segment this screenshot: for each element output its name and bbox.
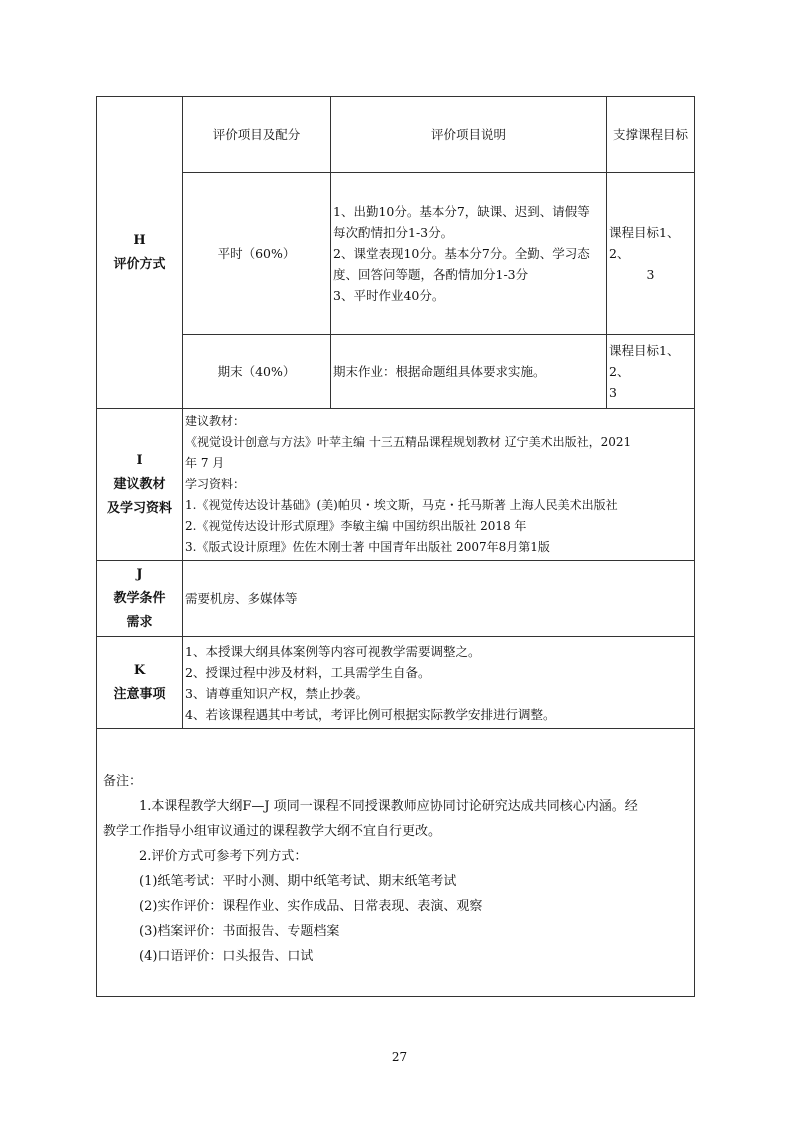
materials-line: 学习资料： [185, 477, 246, 491]
notes-label: 备注： [103, 774, 143, 789]
notes-item-1: 1.本课程教学大纲F—J 项同一课程不同授课教师应协同讨论研究达成共同核心内涵。经 [139, 799, 638, 814]
description-line: 3、平时作业40分。 [333, 288, 445, 303]
section-j-code: J [136, 566, 143, 582]
description-line: 度、回答问等题，各酌情加分1-3分 [333, 267, 529, 282]
notice-line: 1、本授课大纲具体案例等内容可视教学需要调整之。 [185, 643, 481, 659]
notes-item-1-cont: 教学工作指导小组审议通过的课程教学大纲不宜自行更改。 [103, 824, 442, 839]
description-line: 2、课堂表现10分。基本分7分。全勤、学习态 [333, 246, 590, 261]
notes-method: (2)实作评价：课程作业、实作成品、日常表现、表演、观察 [139, 899, 483, 914]
notes-method: (3)档案评价：书面报告、专题档案 [139, 924, 340, 939]
goals-regular [607, 173, 695, 335]
section-k-label [97, 637, 183, 729]
section-k-title: 注意事项 [113, 686, 166, 702]
syllabus-table [96, 96, 695, 997]
materials-line: 年 7 月 [185, 456, 225, 470]
section-i-code: I [136, 452, 143, 468]
goals-line: 课程目标1、2、 [609, 343, 680, 379]
description-line: 期末作业：根据命题组具体要求实施。 [333, 364, 546, 379]
item-final: 期末（40%） [183, 335, 331, 409]
section-i-title: 及学习资料 [106, 500, 172, 516]
materials-line: 《视觉设计创意与方法》叶苹主编 十三五精品课程规划教材 辽宁美术出版社，2021 [185, 435, 632, 449]
goals-line: 3 [646, 267, 655, 282]
section-h-code: H [133, 232, 146, 248]
section-h-title: 评价方式 [113, 256, 166, 272]
section-j-content: 需要机房、多媒体等 [183, 561, 695, 637]
notes-method: (1)纸笔考试：平时小测、期中纸笔考试、期末纸笔考试 [139, 874, 457, 889]
section-j-label [97, 561, 183, 637]
materials-line: 1.《视觉传达设计基础》(美)帕贝・埃文斯，马克・托马斯著 上海人民美术出版社 [185, 498, 618, 512]
section-i-label [97, 409, 183, 561]
materials-line: 建议教材： [185, 414, 246, 428]
item-regular: 平时（60%） [183, 173, 331, 335]
notes-method: (4)口语评价：口头报告、口试 [139, 949, 314, 964]
notice-line: 4、若该课程遇其中考试，考评比例可根据实际教学安排进行调整。 [185, 706, 556, 722]
notice-line: 3、请尊重知识产权，禁止抄袭。 [185, 685, 368, 701]
section-j-title: 需求 [126, 614, 153, 630]
section-h-label [97, 97, 183, 409]
page-number: 27 [391, 1050, 408, 1064]
goals-line: 3 [609, 385, 617, 400]
section-j-title: 教学条件 [113, 590, 166, 606]
section-i-content [183, 409, 695, 561]
description-final [331, 335, 607, 409]
notes-section [97, 729, 695, 997]
notice-line: 2、授课过程中涉及材料，工具需学生自备。 [185, 664, 431, 680]
header-assessment-item: 评价项目及配分 [183, 97, 331, 173]
syllabus-table-container [96, 96, 694, 997]
header-assessment-description: 评价项目说明 [331, 97, 607, 173]
materials-line: 2.《视觉传达设计形式原理》李敏主编 中国纺织出版社 2018 年 [185, 519, 527, 533]
section-k-content [183, 637, 695, 729]
notes-item-2: 2.评价方式可参考下列方式： [139, 849, 308, 864]
materials-line: 3.《版式设计原理》佐佐木刚士著 中国青年出版社 2007年8月第1版 [185, 540, 550, 554]
description-line: 1、出勤10分。基本分7，缺课、迟到、请假等 [333, 204, 590, 219]
description-regular [331, 173, 607, 335]
header-course-goals: 支撑课程目标 [607, 97, 695, 173]
section-i-title: 建议教材 [113, 476, 166, 492]
goals-final [607, 335, 695, 409]
goals-line: 课程目标1、2、 [609, 225, 680, 261]
description-line: 每次酌情扣分1-3分。 [333, 225, 454, 240]
section-k-code: K [133, 662, 146, 678]
